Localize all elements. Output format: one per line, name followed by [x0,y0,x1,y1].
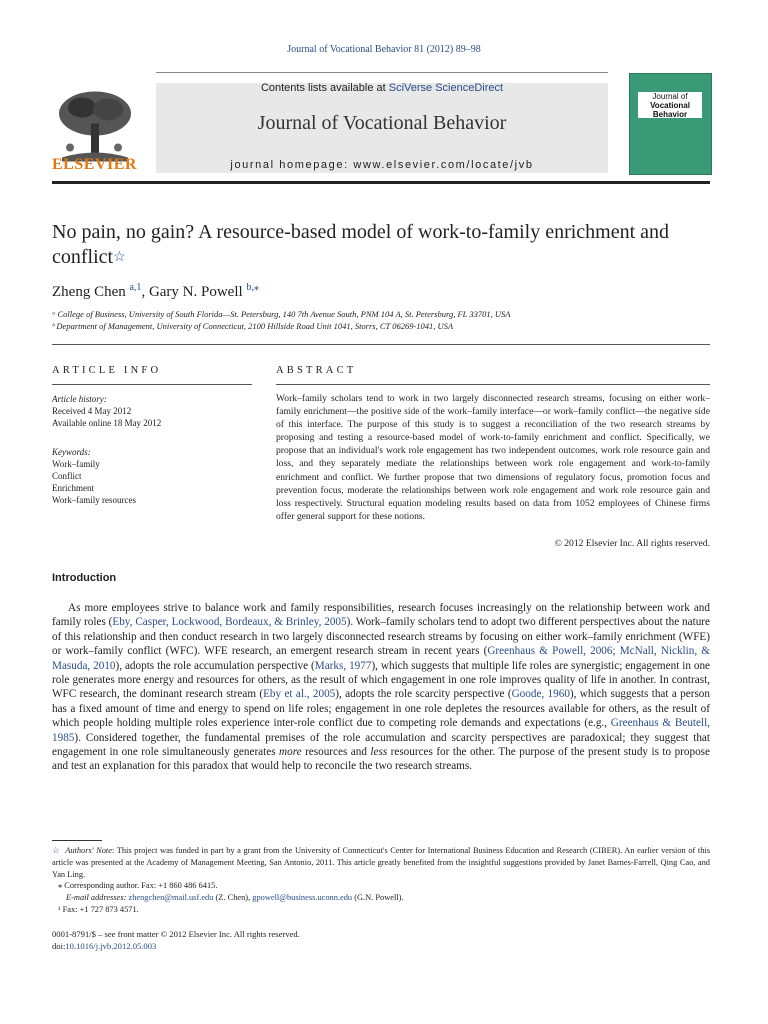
title-footnote-star[interactable]: ☆ [113,250,126,265]
contents-line [156,82,608,94]
received-date: Received 4 May 2012 [52,406,132,416]
author-name: Zheng Chen [52,284,126,300]
intro-text: ). Considered together, the fundamental premises of the role accumulation and scarcity perspectives are paradoxical; they suggest that engagement in one role simultaneously generates [52,731,710,759]
author-separator: , [141,284,149,300]
elsevier-wordmark: ELSEVIER [52,156,137,173]
citation-link[interactable]: Eby et al., 2005 [263,688,336,701]
keyword-item: Work–family [52,459,100,469]
footnote-emails [52,892,710,904]
citation-link[interactable]: Greenhaus & Powell, 2006; McNall, Nicklin, & Masuda, 2010 [52,645,710,672]
keyword-item: Enrichment [52,483,94,493]
journal-cover-thumbnail[interactable] [629,73,712,175]
sciencedirect-link[interactable]: SciVerse ScienceDirect [388,82,504,94]
cover-title-line-3: Behavior [652,110,688,119]
intro-text: resources for the other. The purpose of the present study is to propose and test an explanation for this paradox that would help to reconcile the two research streams. [52,746,710,773]
article-title-text: No pain, no gain? A resource-based model of work-to-family enrichment and conflict [52,221,670,268]
contents-prefix: Contents lists available at [260,82,389,94]
email-owner: (G.N. Powell). [352,893,404,903]
intro-text: ), adopts the role scarcity perspective ( [335,688,512,701]
affiliation-a: ᵃ College of Business, University of South Florida—St. Petersburg, 140 7th Avenue South, PNM 104 A, St. Petersburg, FL 33701, USA [52,309,511,319]
article-history [52,393,161,429]
section-divider [52,344,710,345]
email-owner: (Z. Chen), [213,893,253,903]
article-info-heading: ARTICLE INFO [52,365,162,376]
intro-text: ), adopts the role accumulation perspective ( [115,659,315,672]
journal-homepage [156,159,608,171]
history-label: Article history: [52,394,107,404]
issn-line: 0001-8791/$ – see front matter © 2012 Elsevier Inc. All rights reserved. [52,929,300,939]
footnotes [52,845,710,916]
footnote-fax: ¹ Fax: +1 727 873 4571. [58,904,139,914]
keywords-label: Keywords: [52,447,91,457]
email-label: E-mail addresses: [66,893,129,903]
intro-text: resources and [301,746,371,759]
footnote-authors-note [52,845,710,880]
author-affil-marker[interactable]: b,⁎ [246,282,259,293]
cover-title-line-1: Journal of [652,92,688,101]
intro-text: As more employees strive to balance work and family responsibilities, research focuses increasingly on the relationship between work and family roles ( [52,602,710,629]
cover-title-line-2: Vocational [650,101,690,110]
intro-text: ). Work–family scholars tend to adopt two different perspectives about the nature of this relationship and then conduct research in two largely disconnected research streams by focusing on either work–family enrichment (WFE) or work–family conflict (WFC). WFE research, an emergent research stream in recent years ( [52,616,710,658]
doi-label: doi: [52,941,66,951]
citation-link[interactable]: Goode, 1960 [511,688,570,701]
homepage-url-link[interactable]: www.elsevier.com/locate/jvb [353,159,534,171]
authors-note-label: Authors' Note [65,846,112,855]
authors-note-text: : This project was funded in part by a grant from the University of Connecticut's Center for International Business Education and Research (CIBER). An earlier version of this article was presented at the Academy of Management Meeting, San Antonio, 2011. This article greatly benefited from the insightful suggestions provided by Janet Barnes-Farrell, Qing Cao, and Yan Ling. [52,846,711,879]
doi-line [52,940,300,952]
citation-link[interactable]: Greenhaus & Beutell, 1985 [52,717,710,744]
affiliation-b: ᵇ Department of Management, University of Connecticut, 2100 Hillside Road Unit 1041, Storrs, CT 06269-1041, USA [52,321,454,331]
author-affil-marker[interactable]: a,1 [129,282,142,293]
footnote-star-marker: ☆ [52,846,61,855]
article-meta [52,928,300,952]
email-link-powell[interactable]: gpowell@business.uconn.edu [252,893,353,903]
online-date: Available online 18 May 2012 [52,418,162,428]
article-info-rule [52,384,252,385]
keywords-block [52,446,136,506]
keyword-item: Work–family resources [52,495,136,505]
footnote-corresponding: ⁎ Corresponding author. Fax: +1 860 486 6415. [58,881,218,891]
doi-link[interactable]: 10.1016/j.jvb.2012.05.003 [65,941,157,951]
keyword-item: Conflict [52,471,82,481]
citation-link[interactable]: Eby, Casper, Lockwood, Bordeaux, & Brinley, 2005 [112,616,347,629]
introduction-paragraph [52,601,710,774]
journal-title: Journal of Vocational Behavior [257,112,507,134]
abstract-rule [276,384,710,385]
author-name: Gary N. Powell [148,284,243,300]
footnote-rule [52,840,102,841]
abstract-copyright: © 2012 Elsevier Inc. All rights reserved. [554,538,710,549]
abstract-text: Work–family scholars tend to work in two largely disconnected research streams, focusing on either work–family enrichment—the positive side of the work–family interface—or work–family conflict—the negative side of this interface. The purpose of this study is to suggest a reconciliation of the two research streams by proposing and testing a resource-based model of work-to-family enrichment and conflict. Specifically, we propose that an individual's work role engagement has two independent outcomes, work role resource gain and loss, and they separately mediate the relationships between work role engagement and work-to-family enrichment and conflict. We further propose that two dimensions of regulatory focus, promotion focus and prevention focus, moderate the relationships between work role engagement and work role resource gain and loss respectively. Structural equation modeling results based on data from 1052 employees of Chinese firms offer general support for these notions. [276,393,710,522]
intro-text: ), which suggests that multiple life roles are synergistic; engagement in one role generates more energy and resources for others, as the result of which engagement in one role improves quality of life in another. In contrast, WFC research, the dominant research stream ( [52,659,710,701]
homepage-prefix: journal homepage: [230,159,354,171]
article-title [52,220,710,270]
emphasis-text: less [370,746,388,759]
header-top-rule [156,72,608,73]
intro-text: ), which suggests that a person has a fixed amount of time and energy to spend on life roles; engagement in one role depletes the resources available for others, as the result of which people holding multiple roles experience inter-role conflict due to competing role demands and expectations (e.g., [52,688,710,730]
journal-reference-link[interactable]: Journal of Vocational Behavior 81 (2012) 89–98 [287,44,481,55]
introduction-heading: Introduction [52,572,117,584]
email-link-chen[interactable]: zhengchen@mail.usf.edu [128,893,214,903]
author-list [52,282,259,301]
abstract-heading: ABSTRACT [276,365,357,376]
citation-link[interactable]: Marks, 1977 [314,659,372,672]
emphasis-text: more [279,746,302,759]
header-divider [52,181,710,184]
cover-title-box [638,92,702,118]
